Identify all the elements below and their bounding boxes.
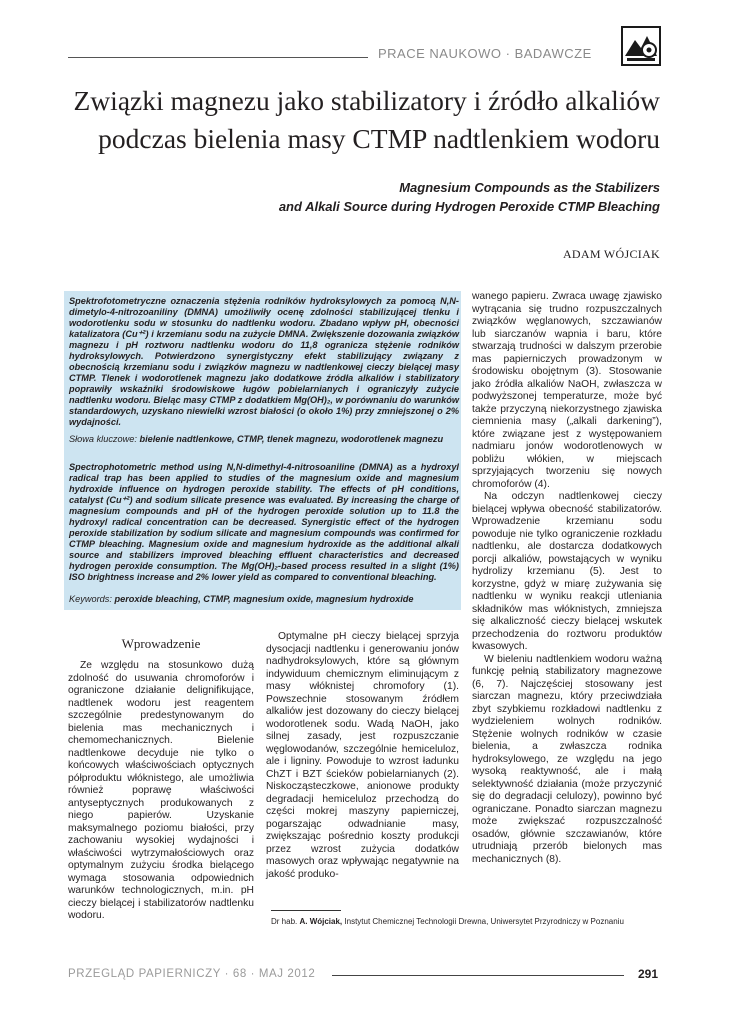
paragraph: W bieleniu nadtlenkiem wodoru ważną funkcję pełnią stabilizatory magnezowe (6, 7). Najczęściej stosowany jest siarczan magnezu, który przeciwdziała zbyt szybkiemu rozkładowi nadtlenku z wydzieleniem wolnych rodników. Stężenie wolnych rodników w czasie bielenia, a zwłaszcza rodnika hydroksylowego, ze względu na jego wysoką reaktywność, ale i małą selektywność działania (może przyczynić się do degradacji celulozy), powinno być ograniczane. Ponadto siarczan magnezu może zwiększać rozpuszczalność osadów, głównie szczawianów, które utrudniają przerób bielonych mas mechanicznych (8). bbox=[472, 653, 662, 865]
keywords-english-label: Keywords: bbox=[69, 594, 112, 604]
footer-rule bbox=[332, 975, 624, 976]
journal-name: PRZEGLĄD PAPIERNICZY · 68 · MAJ 2012 bbox=[68, 968, 316, 980]
section-label: PRACE NAUKOWO · BADAWCZE bbox=[378, 46, 592, 61]
body-column-3 bbox=[472, 291, 662, 866]
author-footnote bbox=[271, 917, 666, 927]
keywords-polish-list: bielenie nadtlenkowe, CTMP, tlenek magnezu, wodorotlenek magnezu bbox=[139, 434, 444, 444]
paragraph: Ze względu na stosunkowo dużą zdolność do usuwania chromoforów i ograniczone działanie delignifikujące, nadtlenek wodoru jest reagentem szczególnie predestynowanym do bielenia mas mechanicznych i chemomechanicznych. Bielenie nadtlenkowe decyduje nie tylko o końcowych właściwościach optycznych półproduktu włóknistego, ale umożliwia również poprawę właściwości antyseptycznych produkowanych z niego papierów. Uzyskanie maksymalnego poziomu białości, przy zachowaniu wysokiej wydajności i właściwości wytrzymałościowych oraz optymalnym zużyciu środka bielącego wymaga stosowania odpowiednich warunków technologicznych, m.in. pH cieczy bielącej i stabilizatorów nadtlenku wodoru. bbox=[68, 660, 254, 921]
paragraph: Na odczyn nadtlenkowej cieczy bielącej wpływa obecność stabilizatorów. Wprowadzenie krzemianu sodu powoduje nie tylko ograniczenie rozkładu nadtlenku, ale dostarcza dodatkowych porcji alkaliów, powstających w wyniku hydrolizy krzemianu (5). Jest to korzystne, gdyż w miarę zużywania się nadtlenku w wyniku reakcji utleniania składników mas włóknistych, zmniejsza się alkaliczność cieczy bielącej wskutek przechodzenia do roztworu produktów kwasowych. bbox=[472, 491, 662, 652]
article-title bbox=[40, 82, 660, 158]
journal-logo-icon bbox=[621, 26, 661, 66]
footnote-rule bbox=[271, 910, 341, 911]
title-line-1: Związki magnezu jako stabilizatory i źródło alkaliów bbox=[73, 85, 660, 116]
body-column-2 bbox=[266, 631, 459, 881]
article-subtitle bbox=[140, 179, 660, 216]
body-column-1 bbox=[68, 660, 254, 923]
page-number: 291 bbox=[637, 967, 658, 981]
keywords-polish-label: Słowa kluczowe: bbox=[69, 434, 137, 444]
paragraph: Optymalne pH cieczy bielącej sprzyja dysocjacji nadtlenku i generowaniu jonów nadhydroksylowych, które są głównym indywiduum chemicznym eliminującym z masy włóknistej chromofory (1). Powszechnie stosowanym źródłem alkaliów jest dozowany do cieczy bielącej wodorotlenek sodu. Wadą NaOH, jako silnej zasady, jest rozpuszczanie węglowodanów, szczególnie hemiceluloz, ale i ligniny. Powoduje to wzrost ładunku ChZT i BZT ścieków pobielarnianych (2). Niskocząsteczkowe, anionowe produkty degradacji hemiceluloz przechodzą do części mokrej maszyny papierniczej, pogarszając odwadnianie masy, zwiększając pośrednio koszty produkcji przez wzrost zużycia dodatków masowych oraz wpływając negatywnie na jakość produko- bbox=[266, 631, 459, 880]
keywords-polish bbox=[69, 434, 459, 445]
footnote-name: A. Wójciak, bbox=[299, 917, 343, 926]
author-name: ADAM WÓJCIAK bbox=[562, 247, 660, 261]
footnote-affiliation: Instytut Chemicznej Technologii Drewna, Uniwersytet Przyrodniczy w Poznaniu bbox=[344, 917, 624, 926]
keywords-english bbox=[69, 594, 459, 605]
abstract-english: Spectrophotometric method using N,N-dimethyl-4-nitrosoaniline (DMNA) as a hydroxyl radical trap has been applied to studies of the magnesium oxide and magnesium hydroxide influence on hydrogen peroxide stability. The effects of pH conditions, catalyst (Cu⁺²) and sodium silicate presence was evaluated. By increasing the charge of magnesium compounds and pH of the hydrogen peroxide solution up to 11.8 the hydroxyl radical concentration can be decreased. Synergistic effect of the hydrogen peroxide stabilization by sodium silicate and magnesium compounds was confirmed for CTMP bleaching. Magnesium oxide and magnesium hydroxide as the additional alkali source and stabilizers improved bleaching effluent characteristics and decreased hydrogen peroxide consumption. The Mg(OH)₂-based process resulted in a slight (1%) ISO brightness increase and 2% lower yield as compared to conventional bleaching. bbox=[69, 462, 459, 582]
header-rule bbox=[68, 57, 368, 58]
abstract-polish: Spektrofotometryczne oznaczenia stężenia rodników hydroksylowych za pomocą N,N-dimetylo-4-nitrozoaniliny (DMNA) umożliwiły ocenę zdolności stabilizującej tlenku i wodorotlenku sodu w stosunku do nadtlenku wodoru. Zbadano wpływ pH, obecności katalizatora (Cu⁺²) i krzemianu sodu na zużycie DMNA. Zwiększenie dozowania związków magnezu i pH roztworu nadtlenku wodoru do 11,8 ogranicza stężenie rodników hydroksylowych. Potwierdzono synergistyczny efekt stabilizujący związany z obecnością krzemianu sodu i związków magnezu w nadtlenkowej cieczy bielącej masy CTMP. Tlenek i wodorotlenek magnezu jako dodatkowe źródła alkaliów i stabilizatory poprawiły wskaźniki środowiskowe ługów pobielarnianych i ograniczyły zużycie nadtlenku wodoru. Bieląc masy CTMP z dodatkiem Mg(OH)₂, w porównaniu do warunków standardowych, uzyskano niewielki wzrost białości (o około 1%) przy zmniejszonej o 2% wydajności. bbox=[69, 296, 459, 427]
keywords-english-list: peroxide bleaching, CTMP, magnesium oxide, magnesium hydroxide bbox=[114, 594, 414, 604]
section-heading: Wprowadzenie bbox=[121, 636, 201, 651]
paragraph: wanego papieru. Zwraca uwagę zjawisko wytrącania się trudno rozpuszczalnych związków węglanowych, szczawianów lub siarczanów wapnia i baru, które stwarzają trudności w dalszym przerobie mas papierniczych prowadzonym w środowisku obojętnym (3). Stosowanie jako źródła alkaliów NaOH, zwłaszcza w podwyższonej temperaturze, może być także przyczyną niekorzystnego zjawiska ciemnienia masy („alkali darkening”), które związane jest z występowaniem nadmiaru jonów wodorotlenowych w pobliżu włókien, w miejscach sprzyjających tworzeniu się nowych chromoforów (4). bbox=[472, 291, 662, 490]
subtitle-line-1: Magnesium Compounds as the Stabilizers bbox=[399, 180, 660, 195]
title-line-2: podczas bielenia masy CTMP nadtlenkiem wodoru bbox=[98, 123, 660, 154]
subtitle-line-2: and Alkali Source during Hydrogen Peroxide CTMP Bleaching bbox=[278, 198, 660, 214]
footnote-prefix: Dr hab. bbox=[271, 917, 298, 926]
